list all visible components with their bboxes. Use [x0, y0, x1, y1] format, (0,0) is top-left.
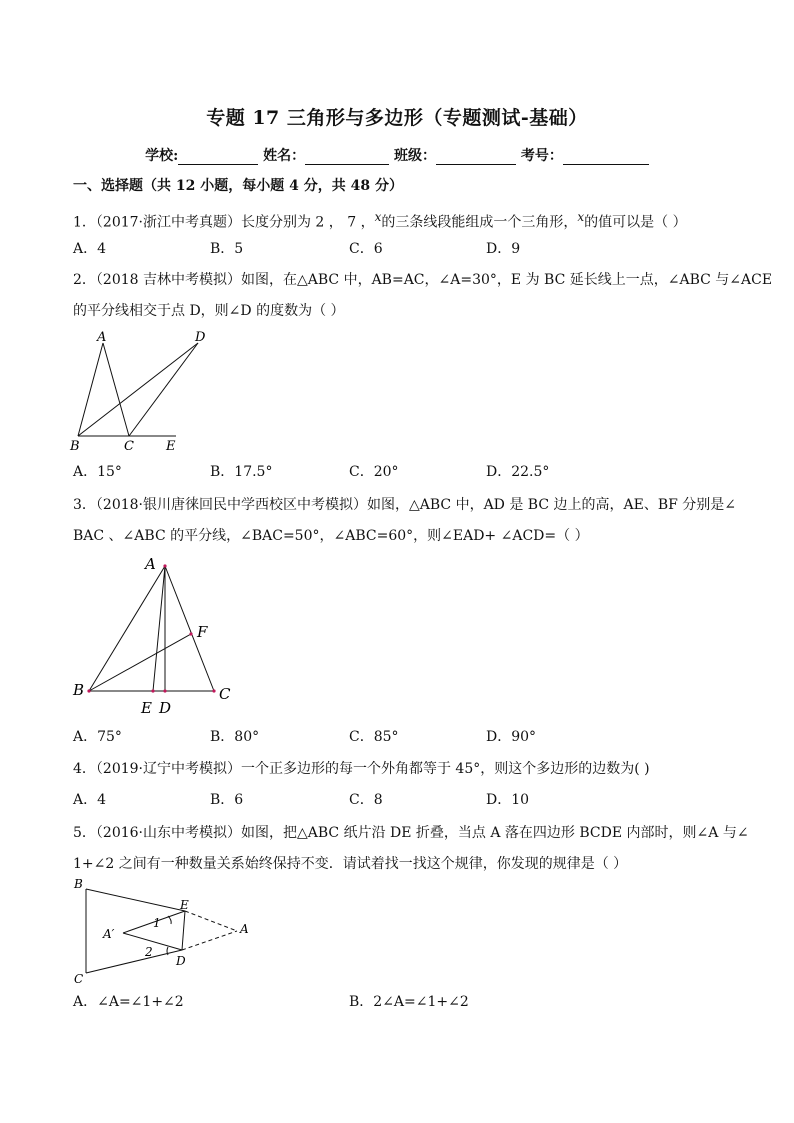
question-4: 4．（2019·辽宁中考模拟）一个正多边形的每一个外角都等于 45°，则这个多边形的边数为( ): [73, 761, 650, 777]
name-label: 姓名：: [263, 148, 306, 164]
q2-option-d[interactable]: D．22.5°: [486, 464, 550, 480]
q3-segment-bf: [89, 634, 191, 691]
q2-segment-ac: [103, 343, 129, 436]
question-2-line-2: 的平分线相交于点 D，则∠D 的度数为（ ）: [73, 303, 345, 319]
q4-option-c[interactable]: C．8: [349, 792, 383, 808]
q2-option-a[interactable]: A．15°: [73, 464, 122, 480]
q4-option-d[interactable]: D．10: [486, 792, 530, 808]
q1-var-2: x: [577, 210, 585, 224]
q5-option-a[interactable]: A．∠A=∠1+∠2: [73, 994, 184, 1010]
name-field[interactable]: [305, 149, 389, 165]
q3-option-d[interactable]: D．90°: [486, 729, 537, 745]
class-field[interactable]: [436, 149, 516, 165]
q3-segment-ae: [153, 566, 165, 691]
q1-option-b[interactable]: B．5: [210, 241, 244, 257]
q5-segment-da-dashed: [182, 931, 237, 950]
q2-segment-cd: [129, 343, 198, 436]
question-1: [73, 208, 687, 232]
q3-label-e: E: [141, 699, 152, 717]
q5-label-2: 2: [145, 945, 153, 959]
q5-option-b[interactable]: B．2∠A=∠1+∠2: [349, 994, 469, 1010]
q1-option-d[interactable]: D．9: [486, 241, 521, 257]
q1-option-c[interactable]: C．6: [349, 241, 383, 257]
student-info-row: [0, 145, 794, 165]
q5-label-a: A: [240, 922, 249, 936]
q3-label-f: F: [197, 623, 208, 641]
school-field[interactable]: [178, 149, 258, 165]
q1-var-1: x: [374, 210, 382, 224]
q3-label-d: D: [159, 699, 172, 717]
q3-label-a: A: [145, 555, 156, 573]
q1-option-a[interactable]: A．4: [73, 241, 107, 257]
q2-segment-ab: [78, 343, 103, 436]
q2-label-c: C: [124, 439, 134, 454]
exam-label: 考号：: [520, 148, 563, 164]
q5-label-b: B: [74, 877, 83, 891]
q1-text-mid: 的三条线段能组成一个三角形，: [381, 214, 578, 231]
q5-segment-be: [86, 889, 185, 911]
q3-point-b: [87, 689, 90, 692]
q1-text-pre: 1．（2017·浙江中考真题）长度分别为 2 ， 7 ，: [73, 214, 375, 231]
q2-label-e: E: [166, 439, 176, 454]
question-5-line-2: 1+∠2 之间有一种数量关系始终保持不变．请试着找一找这个规律，你发现的规律是（ ）: [73, 856, 628, 872]
q5-figure: [65, 875, 265, 990]
q1-text-post: 的值可以是（ ）: [584, 214, 687, 231]
q3-option-a[interactable]: A．75°: [73, 729, 122, 745]
q5-segment-de: [182, 911, 185, 950]
exam-field[interactable]: [563, 149, 649, 165]
q2-segment-bd: [78, 343, 198, 436]
q3-point-e: [151, 689, 154, 692]
class-label: 班级：: [394, 148, 437, 164]
q2-label-b: B: [70, 439, 80, 454]
q2-option-c[interactable]: C．20°: [349, 464, 399, 480]
q3-option-c[interactable]: C．85°: [349, 729, 399, 745]
q5-label-e: E: [180, 898, 189, 912]
q5-label-1: 1: [153, 916, 161, 930]
q4-option-a[interactable]: A．4: [73, 792, 107, 808]
page-title: 专题 17 三角形与多边形（专题测试-基础）: [206, 107, 588, 129]
q3-segment-ab: [89, 566, 165, 691]
q3-figure: [65, 550, 250, 720]
school-label: 学校:: [145, 148, 179, 164]
question-3-line-2: BAC 、∠ABC 的平分线，∠BAC=50°，∠ABC=60°，则∠EAD+ ∠ACD=（ ）: [73, 528, 589, 544]
q2-label-d: D: [195, 330, 206, 345]
q3-option-b[interactable]: B．80°: [210, 729, 260, 745]
section-heading: 一、选择题（共 12 小题，每小题 4 分，共 48 分）: [73, 178, 403, 194]
q5-label-a-prime: A′: [103, 927, 115, 941]
q3-point-c: [212, 689, 215, 692]
q2-figure: [60, 325, 230, 455]
q5-angle-2-arc: [167, 947, 168, 955]
q3-point-f: [189, 632, 192, 635]
q3-label-c: C: [219, 685, 231, 703]
q3-point-d: [163, 689, 166, 692]
q3-point-a: [163, 564, 166, 567]
q5-label-d: D: [176, 954, 186, 968]
q5-label-c: C: [74, 972, 84, 986]
q3-label-b: B: [73, 681, 85, 699]
q4-option-b[interactable]: B．6: [210, 792, 244, 808]
question-5-line-1: 5．（2016·山东中考模拟）如图，把△ABC 纸片沿 DE 折叠，当点 A 落在四边形 BCDE 内部时，则∠A 与∠: [73, 825, 749, 841]
q2-option-b[interactable]: B．17.5°: [210, 464, 273, 480]
q2-label-a: A: [97, 330, 107, 345]
question-2-line-1: 2．（2018 吉林中考模拟）如图，在△ABC 中，AB=AC，∠A=30°，E 为 BC 延长线上一点，∠ABC 与∠ACE: [73, 272, 773, 288]
q5-angle-1-arc: [168, 916, 171, 924]
q5-segment-ea-dashed: [185, 911, 237, 931]
question-3-line-1: 3．（2018·银川唐徕回民中学西校区中考模拟）如图，△ABC 中，AD 是 BC 边上的高，AE、BF 分别是∠: [73, 497, 737, 513]
